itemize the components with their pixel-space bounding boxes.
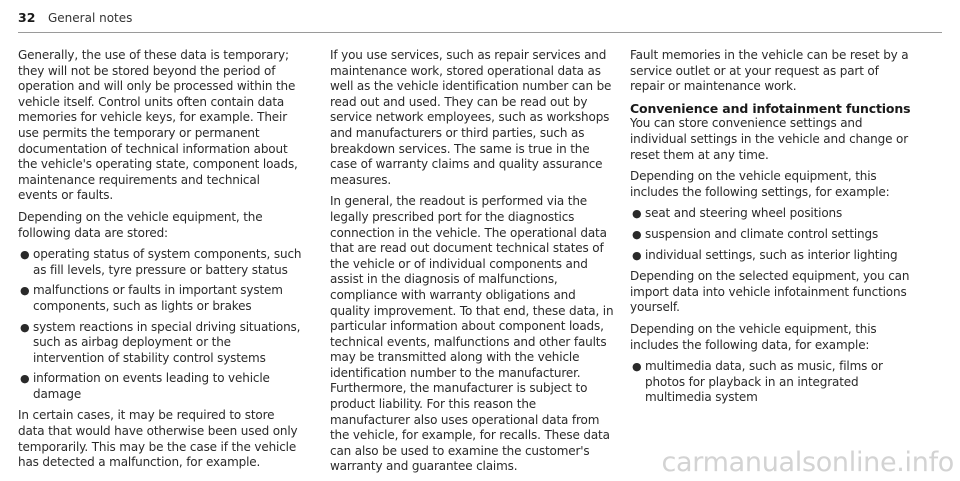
- list-item: ● individual settings, such as interior lighting: [632, 247, 898, 262]
- paragraph: Depending on the vehicle equipment, this includes the following settings, for example:: [630, 169, 890, 199]
- list-item: ● operating status of system components, such as fill levels, tyre pressure or battery status: [20, 247, 302, 277]
- paragraph: In general, the readout is performed via the legally prescribed port for the diagnostics connection in the vehicle. The operational data that are read out document technical states of the vehicle or of individual components and assist in the diagnosis of malfunctions, compliance with warranty obligations and quality improvement. To that end, these data, in particular information about component loads, technical events, malfunctions and other faults may be transmitted along with the vehicle identification number to the manufacturer. Furthermore, the manufacturer is subject to product liability. For this reason the manufacturer also uses operational data from the vehicle, for example, for recalls. These data can also be used to examine the customer's warranty and guarantee claims.: [330, 194, 614, 474]
- bullet-icon: ●: [20, 372, 30, 386]
- list-item: ● multimedia data, such as music, films or photos for playback in an integrated multimedia system: [632, 359, 883, 405]
- bullet-icon: ●: [632, 248, 642, 262]
- paragraph: Depending on the vehicle equipment, this includes the following data, for example:: [630, 321, 877, 352]
- column-3: [630, 48, 914, 412]
- list-item: ● suspension and climate control settings: [632, 226, 879, 241]
- paragraph: Depending on the vehicle equipment, the following data are stored:: [18, 209, 263, 240]
- bullet-icon: ●: [632, 360, 642, 374]
- bullet-icon: ●: [632, 227, 642, 241]
- paragraph: Generally, the use of these data is temporary; they will not be stored beyond the period of operation and will only be processed within the vehicle itself. Control units often contain data memories for vehicle keys, for example. Their use permits the temporary or permanent documentation of technical information about the vehicle's operating state, component loads, maintenance requirements and technical events or faults.: [18, 48, 298, 203]
- bullet-icon: ●: [20, 320, 30, 334]
- bullet-list: [18, 247, 302, 402]
- column-2: [330, 48, 614, 481]
- bullet-icon: ●: [632, 207, 642, 221]
- section-title: General notes: [48, 11, 133, 25]
- column-1: [18, 48, 302, 477]
- page-number: 32: [18, 10, 36, 25]
- paragraph: Fault memories in the vehicle can be reset by a service outlet or at your request as part of repair or maintenance work.: [630, 48, 909, 94]
- section-heading: Convenience and infotainment functions: [630, 100, 911, 116]
- bullet-list: [630, 206, 914, 263]
- list-item: ● information on events leading to vehicle damage: [20, 371, 270, 401]
- bullet-icon: ●: [20, 248, 30, 262]
- paragraph: In certain cases, it may be required to store data that would have otherwise been used only temporarily. This may be the case if the vehicle has detected a malfunction, for example.: [18, 408, 298, 470]
- list-item: ● system reactions in special driving situations, such as airbag deployment or the intervention of stability control systems: [20, 319, 301, 365]
- bullet-list: [630, 359, 914, 406]
- bullet-icon: ●: [20, 284, 30, 298]
- page-header: [18, 8, 942, 33]
- list-item: ● malfunctions or faults in important system components, such as lights or brakes: [20, 283, 283, 313]
- paragraph: You can store convenience settings and individual settings in the vehicle and change or reset them at any time.: [630, 116, 908, 162]
- paragraph: If you use services, such as repair services and maintenance work, stored operational data as well as the vehicle identification number can be read out and used. They can be read out by service network employees, such as workshops and manufacturers or third parties, such as breakdown services. The same is true in the case of warranty claims and quality assurance measures.: [330, 48, 612, 187]
- watermark: carmanualsonline.info: [661, 447, 954, 478]
- list-item: ● seat and steering wheel positions: [632, 206, 843, 221]
- paragraph: Depending on the selected equipment, you can import data into vehicle infotainment functions yourself.: [630, 269, 910, 315]
